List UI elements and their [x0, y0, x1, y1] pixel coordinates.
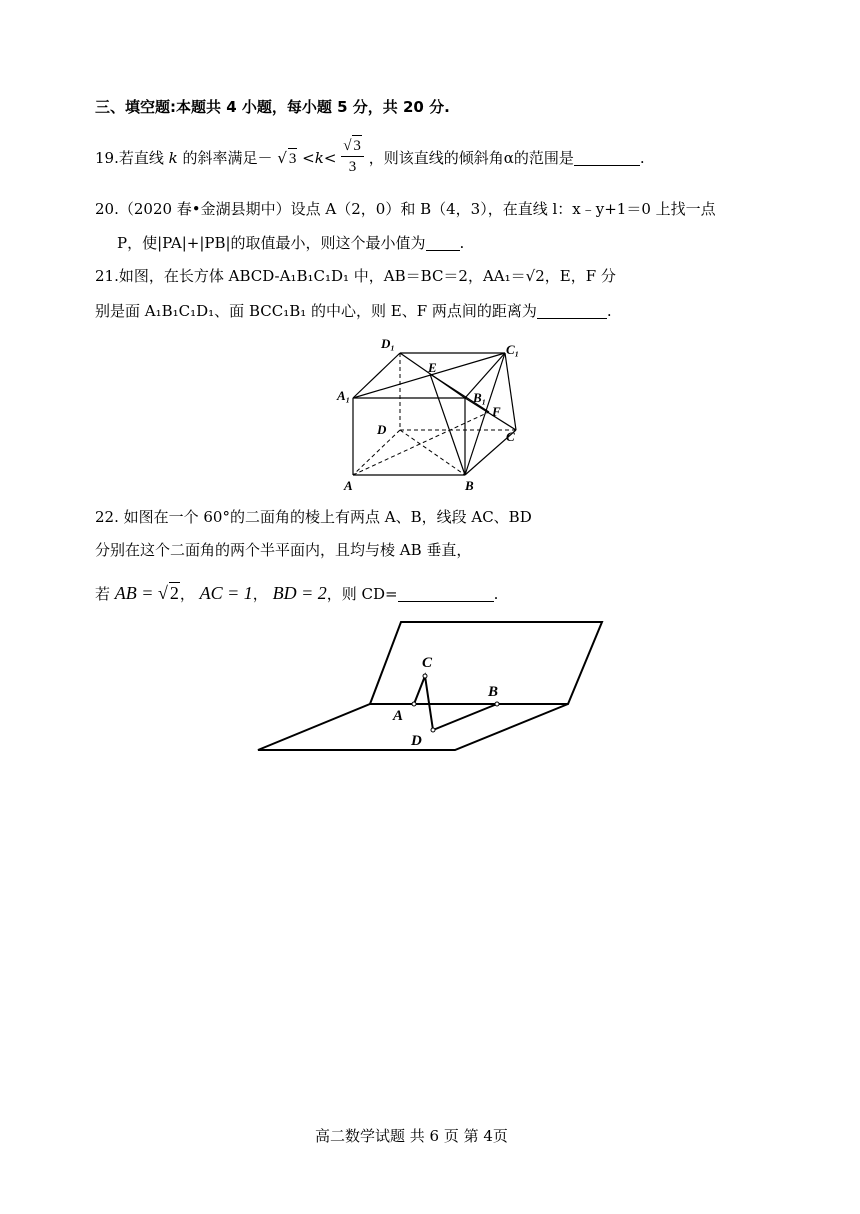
- question-19: [95, 138, 645, 180]
- cuboid-figure: [330, 330, 530, 495]
- q21-end: .: [606, 302, 612, 320]
- q22-answer-blank[interactable]: [398, 585, 494, 602]
- q20-line1: 20.（2020 春•金湖县期中）设点 A（2，0）和 B（4，3），在直线 l：x﹣y+1＝0 上找一点: [95, 200, 716, 218]
- q22-line3: 若 AB = √ 2， AC = 1， BD = 2，则 CD= .: [95, 583, 499, 603]
- fig2-label-A: A: [393, 708, 404, 724]
- q22-end: .: [493, 585, 499, 603]
- q22-ruo: 若: [95, 585, 111, 603]
- q19-fraction: $\frac{√ 3}{3}$: [341, 135, 364, 177]
- label-D: D: [377, 422, 387, 437]
- q19-lt2: <: [323, 149, 337, 167]
- q22-ab-eq: AB =: [114, 583, 158, 603]
- q19-k-variable: k: [168, 149, 178, 167]
- q21-answer-blank[interactable]: [537, 302, 607, 319]
- q19-prefix: 19.若直线: [95, 149, 164, 167]
- q20-line2-text: P，使|PA|+|PB|的取值最小，则这个最小值为: [117, 234, 426, 252]
- q21-line2: [95, 301, 612, 321]
- fig2-label-B: B: [488, 684, 499, 700]
- q19-k2: k: [314, 149, 324, 167]
- q19-sqrt3: 3: [288, 148, 298, 169]
- q19-sqrt-symbol: √: [277, 149, 287, 167]
- q19-question-text: ，则该直线的倾斜角α的范围是: [368, 149, 574, 167]
- q22-ac-eq: AC = 1: [199, 583, 253, 603]
- q21-line2-text: 别是面 A₁B₁C₁D₁、面 BCC₁B₁ 的中心，则 E、F 两点间的距离为: [95, 302, 537, 320]
- label-F: F: [492, 404, 501, 419]
- dihedral-angle-figure: [250, 615, 610, 760]
- label-A: A: [344, 478, 353, 493]
- label-C: C: [506, 429, 515, 444]
- q19-fraction-numerator: 3: [352, 135, 362, 156]
- q20-line2: [117, 233, 464, 253]
- label-A1: A₁: [337, 388, 351, 403]
- label-B1: B₁: [473, 390, 487, 405]
- label-D1: D₁: [381, 336, 395, 351]
- q22-line1: 22. 如图在一个 60°的二面角的棱上有两点 A、B，线段 AC、BD: [95, 508, 532, 526]
- q21-line1: 21.如图，在长方体 ABCD-A₁B₁C₁D₁ 中，AB＝BC＝2，AA₁＝√2，E，F 分: [95, 267, 616, 285]
- fig2-label-C: C: [422, 655, 433, 671]
- q22-bd-eq: BD = 2: [272, 583, 327, 603]
- page-footer: 高二数学试题 共 6 页 第 4页: [315, 1127, 508, 1145]
- section-heading: 三、填空题:本题共 4 小题，每小题 5 分，共 20 分.: [95, 98, 450, 116]
- fig2-label-D: D: [411, 733, 422, 749]
- q19-answer-blank[interactable]: [574, 149, 640, 166]
- q19-slope-text: 的斜率满足－: [182, 149, 273, 167]
- q22-line2: 分别在这个二面角的两个半平面内，且均与棱 AB 垂直，: [95, 541, 472, 559]
- label-B: B: [465, 478, 474, 493]
- q20-answer-blank[interactable]: [426, 234, 460, 251]
- q20-end: .: [459, 234, 465, 252]
- q22-ab-value: 2: [169, 583, 179, 603]
- q19-lt1: <: [302, 149, 315, 167]
- q19-fraction-denominator: 3: [348, 159, 357, 175]
- q22-cd-prefix: ，则 CD=: [326, 585, 398, 603]
- label-C1: C₁: [506, 342, 520, 357]
- q19-end: .: [639, 149, 645, 167]
- label-E: E: [428, 360, 437, 375]
